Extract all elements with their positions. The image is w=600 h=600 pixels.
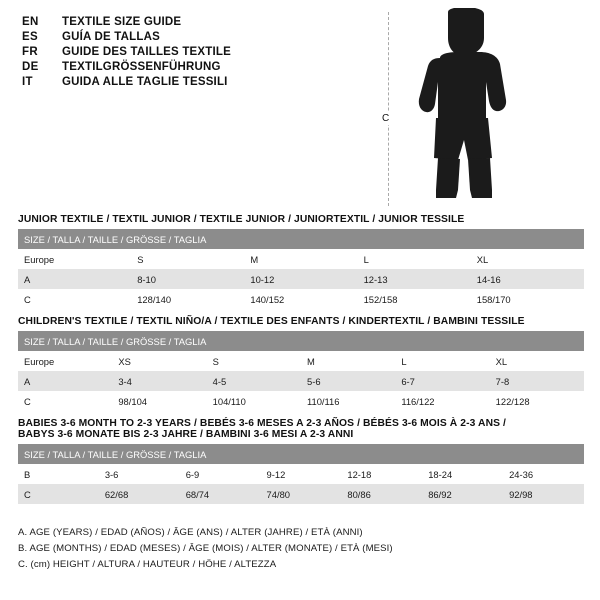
section-junior [18,214,584,309]
language-code: FR [22,46,38,58]
section-title-line1: BABIES 3-6 MONTH TO 2-3 YEARS / BEBÉS 3-6 MESES A 2-3 AÑOS / BÉBÉS 3-6 MOIS À 2-3 ANS / [18,418,506,429]
cell: 128/140 [131,289,244,309]
row-label: C [18,391,112,411]
cell: S [131,249,244,269]
table-row [18,269,584,289]
footnotes [18,527,584,575]
measurement-figure [376,8,576,208]
language-row [22,31,342,43]
cell: 62/68 [99,484,180,504]
section-title: CHILDREN'S TEXTILE / TEXTIL NIÑO/A / TEXTILE DES ENFANTS / KINDERTEXTIL / BAMBINI TESSILE [18,316,525,327]
table-head-label: SIZE / TALLA / TAILLE / GRÖSSE / TAGLIA [18,444,584,464]
cell: 86/92 [422,484,503,504]
table-row [18,371,584,391]
row-label: B [18,464,99,484]
cell: 12-13 [358,269,471,289]
cell: 116/122 [395,391,489,411]
language-code: DE [22,61,39,73]
cell: 80/86 [341,484,422,504]
cell: XL [471,249,584,269]
language-title: TEXTILE SIZE GUIDE [62,16,182,28]
footnote-b: B. AGE (MONTHS) / EDAD (MESES) / ÂGE (MOIS) / ALTER (MONATE) / ETÀ (MESI) [18,543,393,554]
cell: 104/110 [207,391,301,411]
table-row [18,351,584,371]
cell: XS [112,351,206,371]
language-header [22,16,342,91]
table-row [18,464,584,484]
language-code: EN [22,16,39,28]
cell: 98/104 [112,391,206,411]
language-title: GUIDE DES TAILLES TEXTILE [62,46,231,58]
section-title-line2: BABYS 3-6 MONATE BIS 2-3 JAHRE / BAMBINI 3-6 MESI A 2-3 ANNI [18,429,354,440]
language-row [22,76,342,88]
row-label: A [18,269,131,289]
cell: 110/116 [301,391,395,411]
cell: 122/128 [490,391,584,411]
table-head-row [18,331,584,351]
cell: L [358,249,471,269]
language-title: TEXTILGRÖSSENFÜHRUNG [62,61,221,73]
section-babies [18,418,584,504]
cell: 12-18 [341,464,422,484]
cell: 140/152 [244,289,357,309]
height-dashed-line [388,12,389,206]
table-row [18,484,584,504]
language-row [22,16,342,28]
cell: 14-16 [471,269,584,289]
cell: 6-7 [395,371,489,391]
cell: 3-4 [112,371,206,391]
language-title: GUIDA ALLE TAGLIE TESSILI [62,76,228,88]
table-head-label: SIZE / TALLA / TAILLE / GRÖSSE / TAGLIA [18,229,584,249]
section-children [18,316,584,411]
cell: 6-9 [180,464,261,484]
row-label: Europe [18,249,131,269]
row-label: C [18,484,99,504]
language-row [22,61,342,73]
cell: XL [490,351,584,371]
row-label: Europe [18,351,112,371]
cell: M [301,351,395,371]
cell: 9-12 [261,464,342,484]
child-silhouette-icon [406,8,536,208]
cell: 4-5 [207,371,301,391]
cell: 74/80 [261,484,342,504]
footnote-a: A. AGE (YEARS) / EDAD (AÑOS) / ÂGE (ANS) / ALTER (JAHRE) / ETÀ (ANNI) [18,527,363,538]
cell: S [207,351,301,371]
language-title: GUÍA DE TALLAS [62,31,160,43]
row-label: A [18,371,112,391]
cell: 8-10 [131,269,244,289]
table-row [18,391,584,411]
cell: 3-6 [99,464,180,484]
cell: 68/74 [180,484,261,504]
cell: 5-6 [301,371,395,391]
table-head-row [18,444,584,464]
table-head-label: SIZE / TALLA / TAILLE / GRÖSSE / TAGLIA [18,331,584,351]
language-code: IT [22,76,33,88]
size-table-junior [18,229,584,309]
height-measure-label: C [382,113,390,124]
cell: 18-24 [422,464,503,484]
row-label: C [18,289,131,309]
language-code: ES [22,31,38,43]
table-row [18,289,584,309]
section-title [18,418,584,440]
language-row [22,46,342,58]
cell: 10-12 [244,269,357,289]
size-table-children [18,331,584,411]
cell: L [395,351,489,371]
section-title: JUNIOR TEXTILE / TEXTIL JUNIOR / TEXTILE JUNIOR / JUNIORTEXTIL / JUNIOR TESSILE [18,214,465,225]
cell: 152/158 [358,289,471,309]
cell: 158/170 [471,289,584,309]
cell: 24-36 [503,464,584,484]
cell: 92/98 [503,484,584,504]
cell: 7-8 [490,371,584,391]
footnote-c: C. (cm) HEIGHT / ALTURA / HAUTEUR / HÖHE / ALTEZZA [18,559,277,570]
table-head-row [18,229,584,249]
table-row [18,249,584,269]
size-table-babies [18,444,584,504]
cell: M [244,249,357,269]
